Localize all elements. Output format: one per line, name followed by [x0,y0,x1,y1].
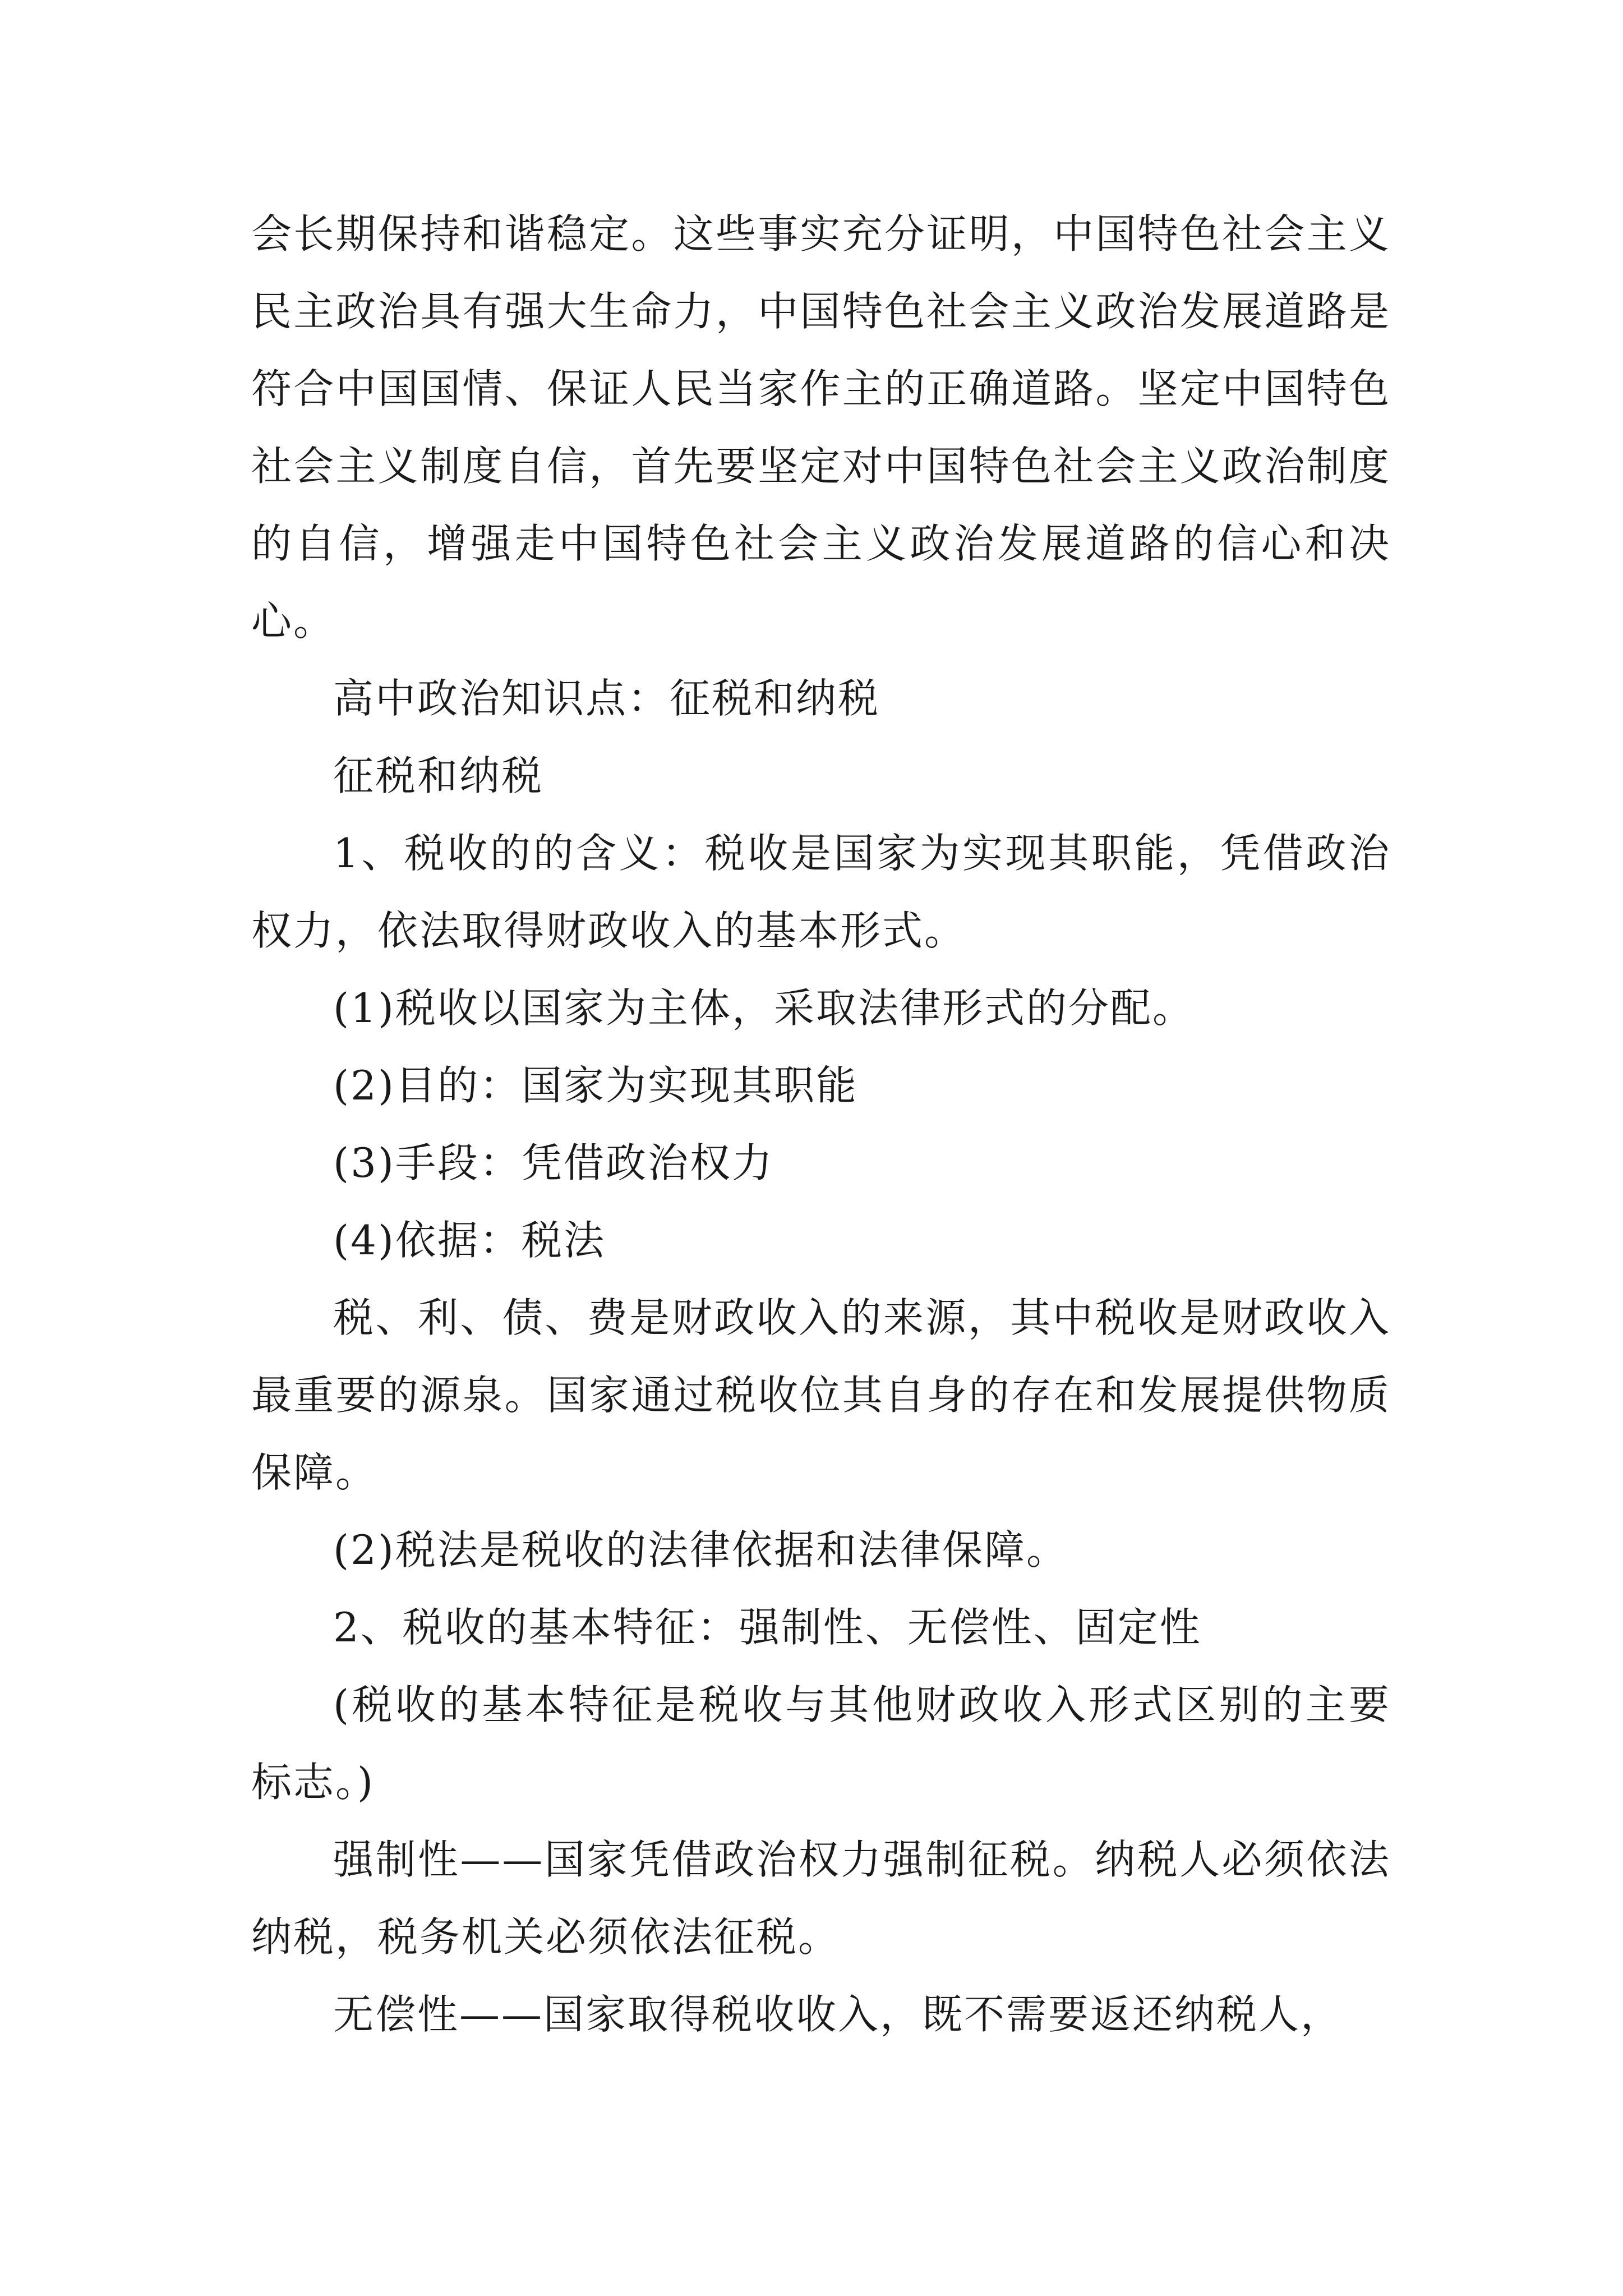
paragraph: (4)依据：税法 [333,1217,606,1264]
paragraph: (3)手段：凭借政治权力 [333,1139,774,1186]
paragraph: 1、税收的的含义：税收是国家为实现其职能，凭借政治权力，依法取得财政收入的基本形式。 [251,830,1391,954]
paragraph: (2)目的：国家为实现其职能 [333,1062,858,1109]
document-page [251,195,1391,2053]
paragraph: 税、利、债、费是财政收入的来源，其中税收是财政收入最重要的源泉。国家通过税收位其自身的存在和发展提供物质保障。 [251,1294,1391,1496]
paragraph: 无偿性——国家取得税收收入，既不需要返还纳税人， [333,1991,1343,2038]
paragraph: (1)税收以国家为主体，采取法律形式的分配。 [333,984,1195,1032]
paragraph: (税收的基本特征是税收与其他财政收入形式区别的主要标志。) [251,1681,1391,1806]
paragraph-heading: 高中政治知识点：征税和纳税 [333,675,880,722]
paragraph: 2、税收的基本特征：强制性、无偿性、固定性 [333,1604,1202,1651]
paragraph: (2)税法是税收的法律依据和法律保障。 [333,1526,1068,1573]
paragraph: 强制性——国家凭借政治权力强制征税。纳税人必须依法纳税，税务机关必须依法征税。 [251,1836,1391,1961]
paragraph-subheading: 征税和纳税 [333,752,544,799]
paragraph-continuation: 会长期保持和谐稳定。这些事实充分证明，中国特色社会主义民主政治具有强大生命力，中国特色社会主义政治发展道路是符合中国国情、保证人民当家作主的正确道路。坚定中国特色社会主义制度自信，首先要坚定对中国特色社会主义政治制度的自信，增强走中国特色社会主义政治发展道路的信心和决心。 [251,210,1391,645]
